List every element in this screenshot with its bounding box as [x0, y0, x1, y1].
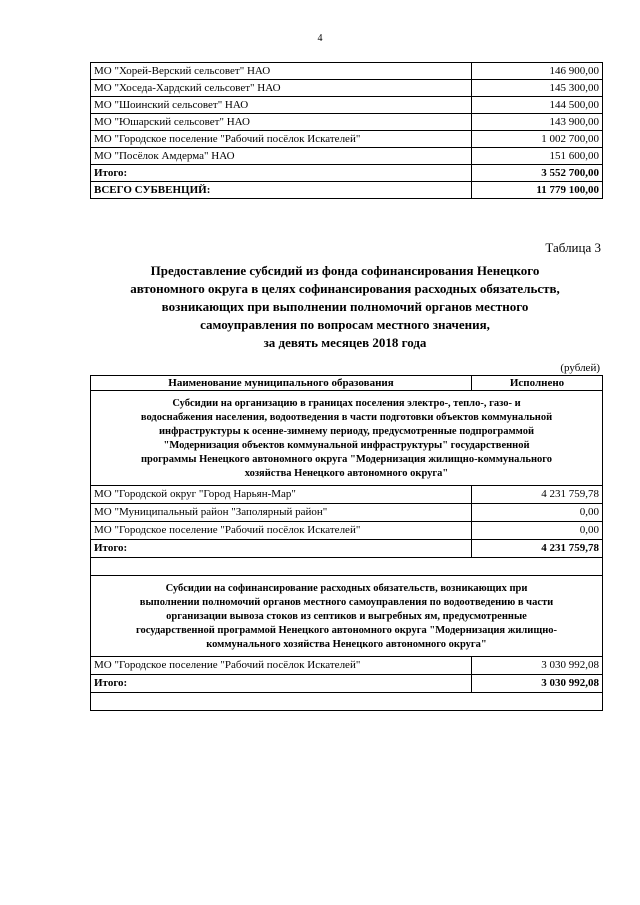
header-municipality: Наименование муниципального образования [91, 376, 472, 391]
section-heading-line: Субсидии на организацию в границах поселения электро-, тепло-, газо- и [172, 398, 521, 409]
municipality-name: МО "Хорей-Верский сельсовет" НАО [91, 63, 472, 80]
municipality-name: МО "Хоседа-Хардский сельсовет" НАО [91, 80, 472, 97]
unit-label: (рублей) [560, 362, 600, 374]
municipality-name: МО "Городское поселение "Рабочий посёлок Искателей" [91, 131, 472, 148]
spacer-cell [91, 693, 603, 711]
total-row [91, 165, 603, 182]
total-value: 4 231 759,78 [472, 540, 603, 558]
total-value: 3 030 992,08 [472, 675, 603, 693]
table-row [91, 114, 603, 131]
total-row [91, 675, 603, 693]
spacer-row [91, 693, 603, 711]
spacer-row [91, 558, 603, 576]
table-title [100, 262, 590, 352]
municipality-name: МО "Городское поселение "Рабочий посёлок Искателей" [91, 522, 472, 540]
amount: 0,00 [472, 522, 603, 540]
table-number-label: Таблица 3 [545, 240, 601, 255]
title-line: самоуправления по вопросам местного значения, [200, 317, 490, 332]
amount: 146 900,00 [472, 63, 603, 80]
table-row [91, 63, 603, 80]
table-row [91, 657, 603, 675]
table-row [91, 97, 603, 114]
section-heading-line: Субсидии на софинансирование расходных обязательств, возникающих при [165, 583, 528, 594]
total-row [91, 540, 603, 558]
table-row [91, 522, 603, 540]
subventions-table-continuation [90, 62, 603, 199]
subsidies-table [90, 375, 603, 711]
section-heading-row [91, 391, 603, 486]
table-row [91, 486, 603, 504]
title-line: за девять месяцев 2018 года [263, 335, 427, 350]
municipality-name: МО "Шоинский сельсовет" НАО [91, 97, 472, 114]
section-heading-line: хозяйства Ненецкого автономного округа" [244, 468, 449, 479]
page-number: 4 [317, 33, 323, 44]
section-heading-line: "Модернизация объектов коммунальной инфраструктуры" государственной [163, 440, 530, 451]
title-line: автономного округа в целях софинансирования расходных обязательств, [130, 281, 560, 296]
title-line: возникающих при выполнении полномочий органов местного [161, 299, 529, 314]
section-heading [91, 391, 603, 486]
municipality-name: МО "Муниципальный район "Заполярный район" [91, 504, 472, 522]
amount: 3 030 992,08 [472, 657, 603, 675]
section-heading-line: коммунального хозяйства Ненецкого автономного округа" [206, 639, 487, 650]
section-heading-line: организации вывоза стоков из септиков и выгребных ям, предусмотренные [166, 611, 527, 622]
section-heading-line: государственной программой Ненецкого автономного округа "Модернизация жилищно- [135, 625, 557, 636]
section-heading-line: выполнении полномочий органов местного самоуправления по водоотведению в части [139, 597, 554, 608]
amount: 4 231 759,78 [472, 486, 603, 504]
municipality-name: МО "Городское поселение "Рабочий посёлок Искателей" [91, 657, 472, 675]
total-label: Итого: [91, 675, 472, 693]
section-heading [91, 576, 603, 657]
amount: 0,00 [472, 504, 603, 522]
header-executed: Исполнено [472, 376, 603, 391]
amount: 143 900,00 [472, 114, 603, 131]
grand-total-row [91, 182, 603, 199]
spacer-cell [91, 558, 603, 576]
grand-total-value: 11 779 100,00 [472, 182, 603, 199]
section-heading-line: инфраструктуры к осенне-зимнему периоду, предусмотренные подпрограммой [158, 426, 534, 437]
amount: 144 500,00 [472, 97, 603, 114]
municipality-name: МО "Посёлок Амдерма" НАО [91, 148, 472, 165]
title-line: Предоставление субсидий из фонда софинансирования Ненецкого [150, 263, 540, 278]
municipality-name: МО "Юшарский сельсовет" НАО [91, 114, 472, 131]
table-row [91, 148, 603, 165]
table-row [91, 131, 603, 148]
total-label: Итого: [91, 165, 472, 182]
table-header-row [91, 376, 603, 391]
grand-total-label: ВСЕГО СУБВЕНЦИЙ: [91, 182, 472, 199]
total-value: 3 552 700,00 [472, 165, 603, 182]
table-row [91, 80, 603, 97]
municipality-name: МО "Городской округ "Город Нарьян-Мар" [91, 486, 472, 504]
table-row [91, 504, 603, 522]
amount: 151 600,00 [472, 148, 603, 165]
section-heading-line: водоснабжения населения, водоотведения в части подготовки объектов коммунальной [140, 412, 553, 423]
amount: 145 300,00 [472, 80, 603, 97]
section-heading-row [91, 576, 603, 657]
total-label: Итого: [91, 540, 472, 558]
amount: 1 002 700,00 [472, 131, 603, 148]
section-heading-line: программы Ненецкого автономного округа "Модернизация жилищно-коммунального [140, 454, 553, 465]
